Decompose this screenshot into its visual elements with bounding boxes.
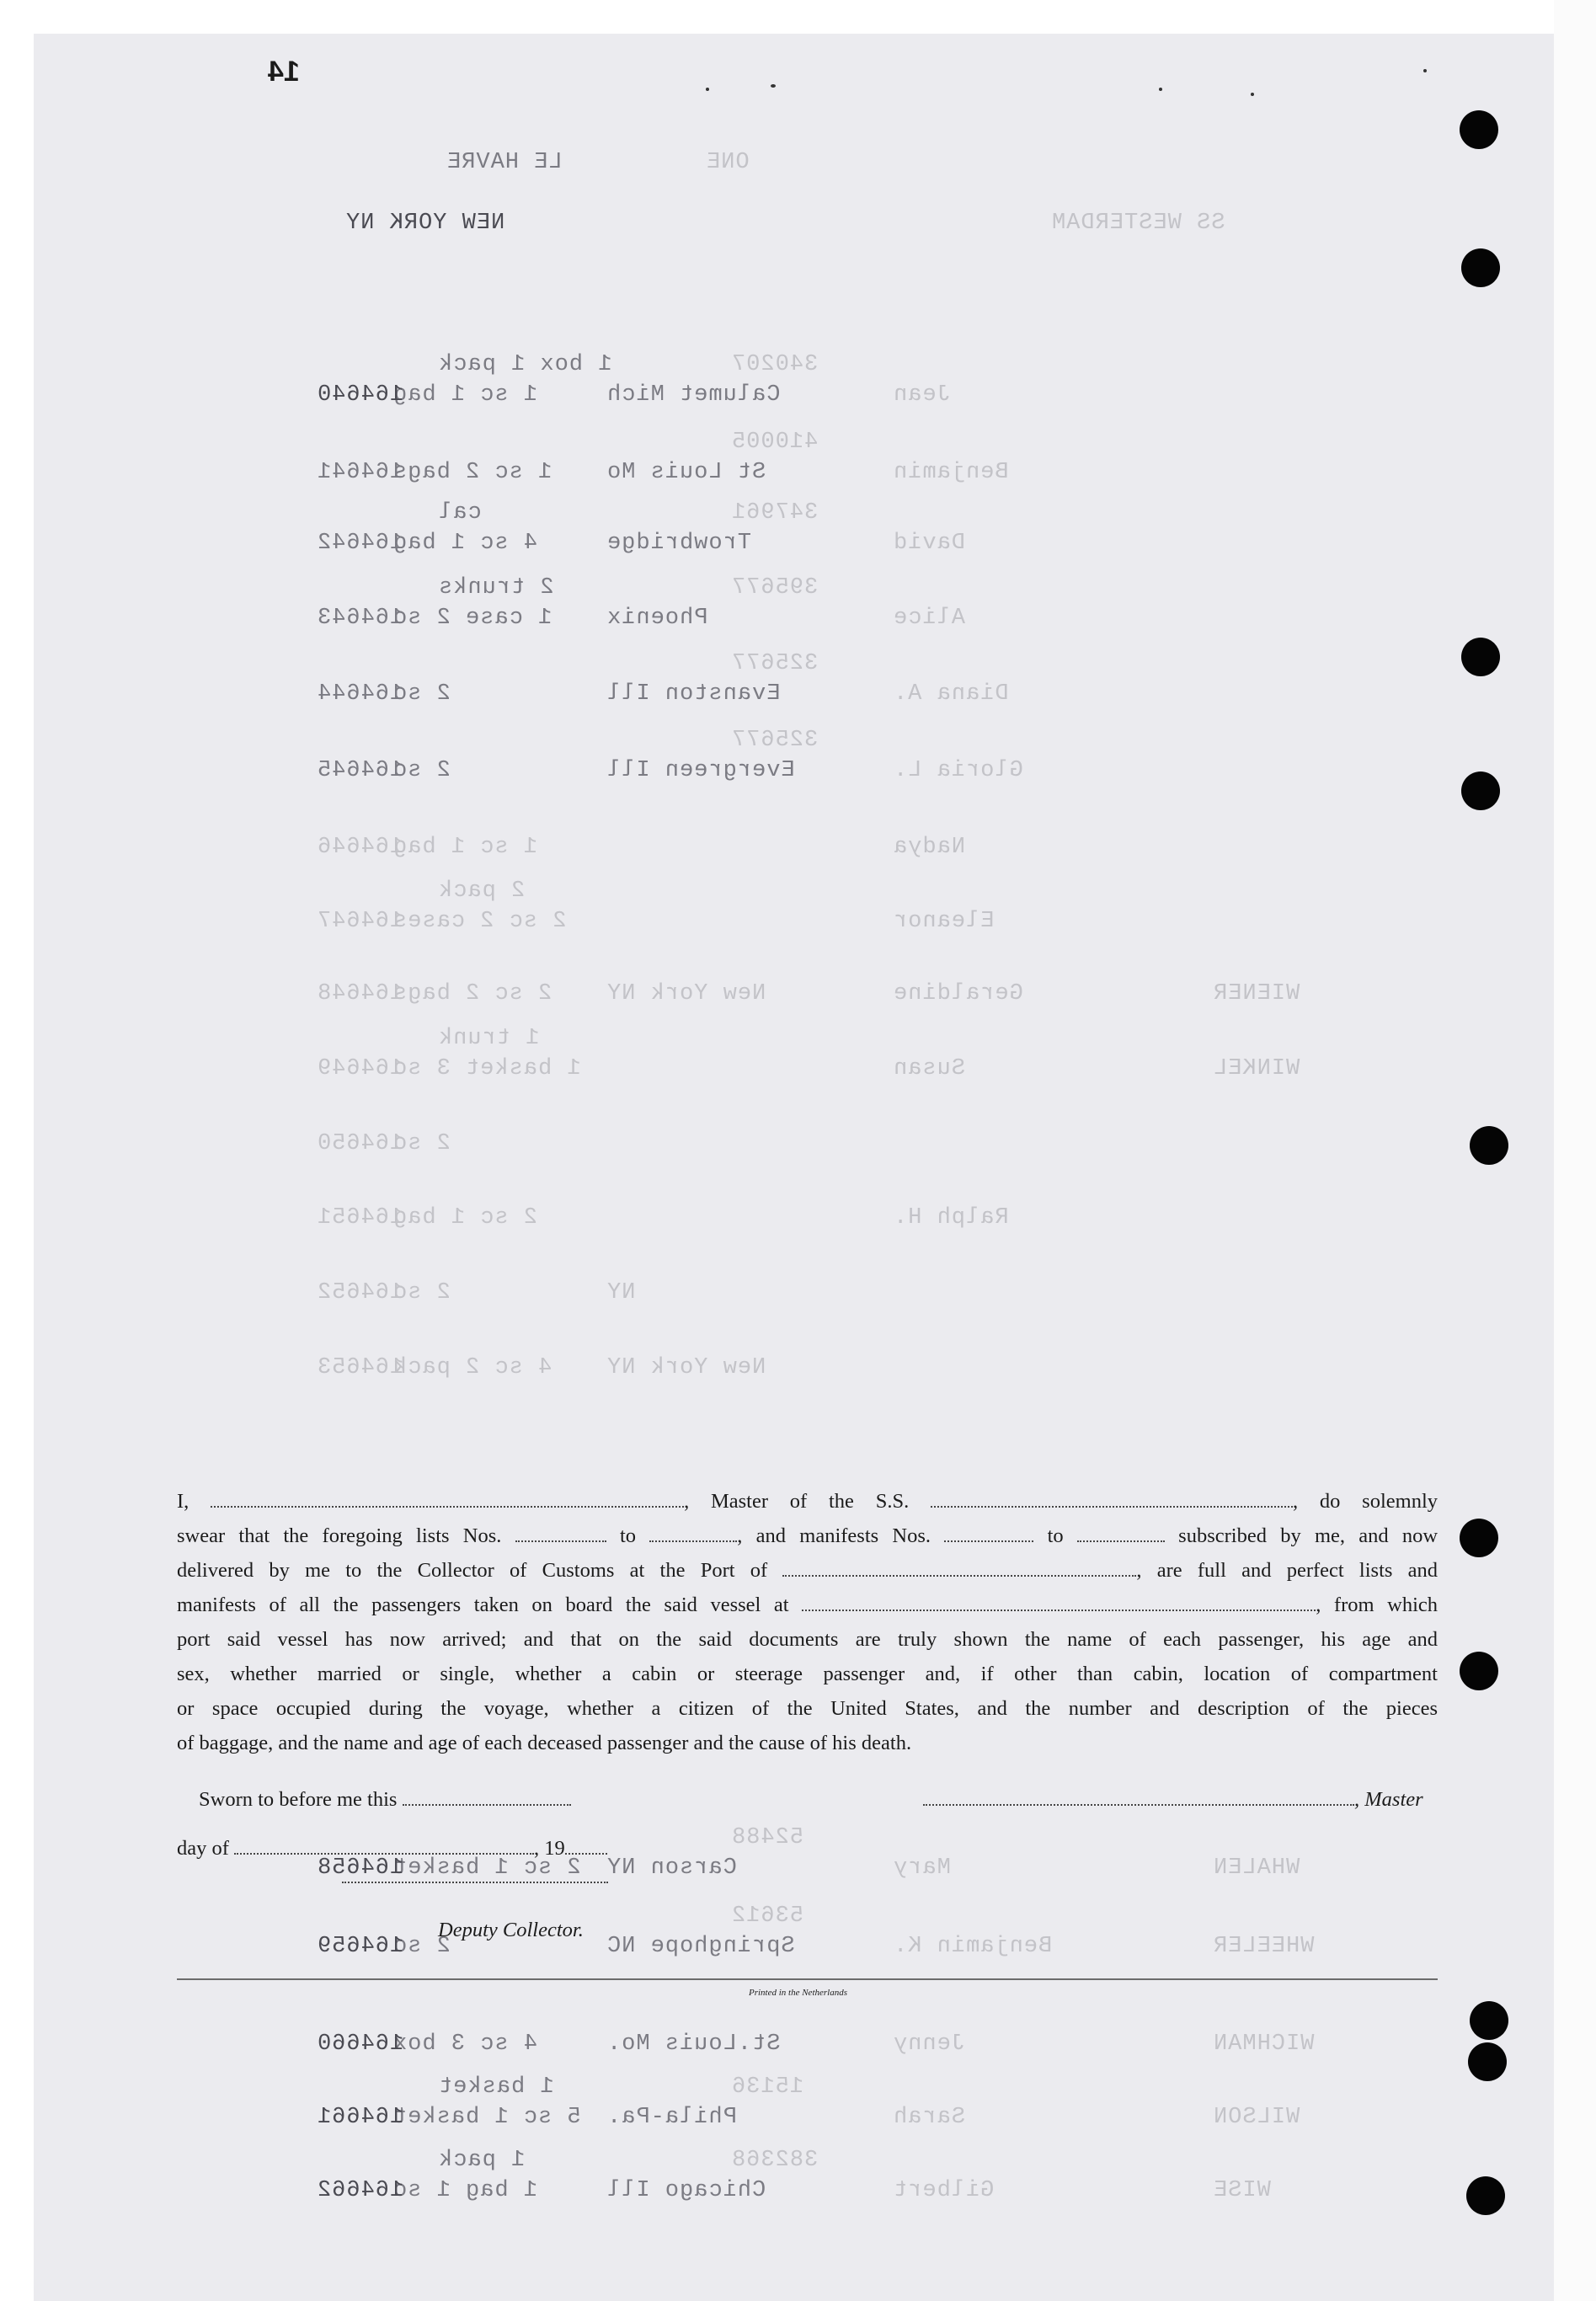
bleed-ticket: 164640 — [317, 382, 404, 408]
bleed-place: New York NY — [606, 981, 766, 1006]
bleed-given: Mary — [893, 1855, 951, 1881]
master-signature-blank — [923, 1786, 1354, 1806]
printed-in-label: Printed in the Netherlands — [748, 1988, 847, 1998]
ink-speck — [1423, 69, 1427, 72]
bleed-given: David — [893, 531, 966, 556]
bleed-note: 2 trunks — [438, 575, 554, 601]
bleed-ticket: 164642 — [317, 531, 404, 556]
master-oath — [177, 1484, 1438, 1760]
bleed-given: Sarah — [893, 2105, 966, 2130]
bleed-header-destination: NEW YORK NY — [345, 211, 505, 236]
bleed-baggage: 2 sc 1 bag — [392, 1205, 538, 1231]
bleed-ticket: 164645 — [317, 758, 404, 783]
oath-line-7: or space occupied during the voyage, whether a citizen of the United States, and the number and description of the pieces — [177, 1697, 1438, 1720]
bleed-place: Chicago Ill — [606, 2178, 766, 2203]
bleed-place: Evanston Ill — [606, 681, 781, 707]
bleed-baggage: 2 sc 2 cases — [392, 909, 567, 934]
bleed-place: Trowbridge — [606, 531, 752, 556]
bleed-baggage: 2 sc — [392, 681, 451, 707]
bleed-ticket: 164658 — [317, 1855, 404, 1881]
bleed-given: Gilbert — [893, 2178, 995, 2203]
bleed-header-class: ONE — [706, 150, 750, 175]
bleed-place: Carson NY — [606, 1855, 737, 1881]
vessel-port-blank — [802, 1591, 1316, 1611]
bleed-code: 340207 — [731, 352, 819, 377]
ink-speck — [706, 88, 709, 91]
bleed-given: Ralph H. — [893, 1205, 1009, 1231]
bleed-surname: WISE — [1213, 2178, 1271, 2203]
bleed-ticket: 164648 — [317, 981, 404, 1006]
bleed-code: 325677 — [731, 651, 819, 676]
bleed-note: 1 trunk — [438, 1026, 540, 1051]
bleed-note: 1 basket — [438, 2074, 554, 2100]
bleed-place: St Louis Mo — [606, 460, 766, 485]
bleed-code: 410005 — [731, 430, 819, 455]
bleed-surname: WIENER — [1213, 981, 1300, 1006]
punch-hole — [1466, 2176, 1505, 2215]
bleed-ticket: 164661 — [317, 2105, 404, 2130]
deputy-signature-line — [342, 1863, 608, 1889]
bleed-given: Alice — [893, 606, 966, 631]
bleed-code: 395677 — [731, 575, 819, 601]
bleed-surname: WINKEL — [1213, 1056, 1300, 1081]
bleed-place: St.Louis Mo. — [606, 2031, 781, 2057]
bleed-code: 325677 — [731, 728, 819, 753]
bleed-baggage: 1 sc 1 bag — [392, 835, 538, 860]
oath-line-8: of baggage, and the name and age of each deceased passenger and the cause of his death. — [177, 1732, 912, 1754]
master-signature-line: , Master — [923, 1786, 1423, 1812]
bleed-surname: WILSON — [1213, 2105, 1300, 2130]
bleed-surname: WHALEN — [1213, 1855, 1300, 1881]
bleed-ticket: 164646 — [317, 835, 404, 860]
sworn-date-blank — [403, 1786, 571, 1806]
bleed-place: New York NY — [606, 1355, 766, 1380]
punch-hole — [1461, 248, 1500, 287]
bleed-code: 52488 — [731, 1825, 804, 1850]
bleed-baggage: 5 sc 1 basket — [392, 2105, 581, 2130]
bleed-surname: WICHMAN — [1213, 2031, 1315, 2057]
punch-hole — [1468, 2042, 1507, 2081]
bleed-note: 1 box 1 pack — [438, 352, 612, 377]
bleed-place: Springhope NC — [606, 1934, 795, 1959]
bleed-given: Nadya — [893, 835, 966, 860]
bleed-place: NY — [606, 1280, 636, 1305]
bleed-note: 1 pack — [438, 2148, 526, 2173]
bleed-place: Evergreen Ill — [606, 758, 795, 783]
manifest-from-blank — [944, 1522, 1033, 1542]
bleed-note: 2 pack — [438, 878, 526, 904]
bleed-baggage: 2 sc 2 bags — [392, 981, 552, 1006]
bleed-ticket: 164660 — [317, 2031, 404, 2057]
punch-hole — [1461, 638, 1500, 676]
ink-speck — [1159, 88, 1162, 91]
bleed-given: Benjamin K. — [893, 1934, 1053, 1959]
bleed-baggage: 4 sc 3 box — [392, 2031, 538, 2057]
oath-line-4: manifests of all the passengers taken on board the said vessel at , from which — [177, 1588, 1438, 1622]
bleed-ticket: 164641 — [317, 460, 404, 485]
bleed-given: Diana A. — [893, 681, 1009, 707]
list-to-blank — [649, 1522, 737, 1542]
bleed-place: Phila-Pa. — [606, 2105, 737, 2130]
oath-line-2: swear that the foregoing lists Nos. to , and manifests Nos. to subscribed by me, and now — [177, 1519, 1438, 1553]
footer-rule — [177, 1978, 1438, 1980]
punch-hole — [1460, 110, 1498, 149]
bleed-ticket: 164652 — [317, 1280, 404, 1305]
bleed-place: Calumet Mich — [606, 382, 781, 408]
bleed-given: Jean — [893, 382, 951, 408]
bleed-ticket: 164647 — [317, 909, 404, 934]
bleed-ticket: 164662 — [317, 2178, 404, 2203]
punch-hole — [1470, 2001, 1508, 2040]
bleed-given: Gloria L. — [893, 758, 1023, 783]
bleed-baggage: 2 sc — [392, 1934, 451, 1959]
oath-line-1: I, , Master of the S.S. , do solemnly — [177, 1484, 1438, 1519]
bleed-baggage: 1 sc 2 bags — [392, 460, 552, 485]
punch-hole — [1470, 1126, 1508, 1165]
bleed-given: Eleanor — [893, 909, 995, 934]
manifest-to-blank — [1077, 1522, 1165, 1542]
bleed-ticket: 164650 — [317, 1131, 404, 1156]
ink-speck — [1251, 93, 1254, 96]
bleed-baggage: 2 sc — [392, 1131, 451, 1156]
bleed-given: Jenny — [893, 2031, 966, 2057]
bleed-code: 382368 — [731, 2148, 819, 2173]
bleed-ticket: 164644 — [317, 681, 404, 707]
bleed-given: Benjamin — [893, 460, 1009, 485]
bleed-given: Susan — [893, 1056, 966, 1081]
ink-speck — [771, 84, 776, 88]
bleed-baggage: 4 sc 2 pack — [392, 1355, 552, 1380]
day-blank — [234, 1834, 534, 1855]
bleed-baggage: 2 sc — [392, 758, 451, 783]
bleed-baggage: 1 bag 1 sc — [392, 2178, 538, 2203]
name-blank — [211, 1487, 684, 1508]
deputy-signature-blank — [342, 1863, 608, 1883]
bleed-baggage: 2 sc — [392, 1280, 451, 1305]
bleed-baggage: 4 sc 1 bag — [392, 531, 538, 556]
bleed-place: Phoenix — [606, 606, 708, 631]
bleed-ticket: 164651 — [317, 1205, 404, 1231]
punch-hole — [1461, 771, 1500, 810]
deputy-collector-label: Deputy Collector. — [438, 1919, 584, 1941]
bleed-given: Geraldine — [893, 981, 1023, 1006]
page-number: 14 — [268, 56, 300, 88]
bleed-ticket: 164659 — [317, 1934, 404, 1959]
bleed-baggage: 1 basket 3 sc — [392, 1056, 581, 1081]
bleed-header-ship: SS WESTERDAM — [1051, 211, 1225, 236]
port-blank — [782, 1556, 1136, 1577]
bleed-code: 347961 — [731, 500, 819, 526]
sworn-line: Sworn to before me this — [199, 1786, 571, 1812]
day-of-line: day of , 19 — [177, 1834, 607, 1861]
oath-line-5: port said vessel has now arrived; and that on the said documents are truly shown the name of each passenger, his age and — [177, 1628, 1438, 1651]
bleed-baggage: 1 case 2 sc — [392, 606, 552, 631]
bleed-header-port: LE HAVRE — [446, 150, 563, 175]
bleed-baggage: 1 sc 1 bag — [392, 382, 538, 408]
year-blank — [565, 1834, 607, 1855]
bleed-code: 15136 — [731, 2074, 804, 2100]
bleed-code: 53612 — [731, 1903, 804, 1929]
bleed-ticket: 164653 — [317, 1355, 404, 1380]
list-from-blank — [515, 1522, 606, 1542]
bleed-note: cal — [438, 500, 482, 526]
page-edge — [1554, 0, 1596, 2301]
oath-line-3: delivered by me to the Collector of Customs at the Port of , are full and perfect lists and — [177, 1553, 1438, 1588]
punch-hole — [1460, 1652, 1498, 1690]
punch-hole — [1460, 1519, 1498, 1557]
bleed-surname: WHEELER — [1213, 1934, 1315, 1959]
bleed-ticket: 164649 — [317, 1056, 404, 1081]
oath-line-6: sex, whether married or single, whether a cabin or steerage passenger and, if other than cabin, location of compartment — [177, 1663, 1438, 1685]
bleed-ticket: 164643 — [317, 606, 404, 631]
ship-blank — [931, 1487, 1293, 1508]
bleed-baggage: 2 sc 1 basket — [392, 1855, 581, 1881]
